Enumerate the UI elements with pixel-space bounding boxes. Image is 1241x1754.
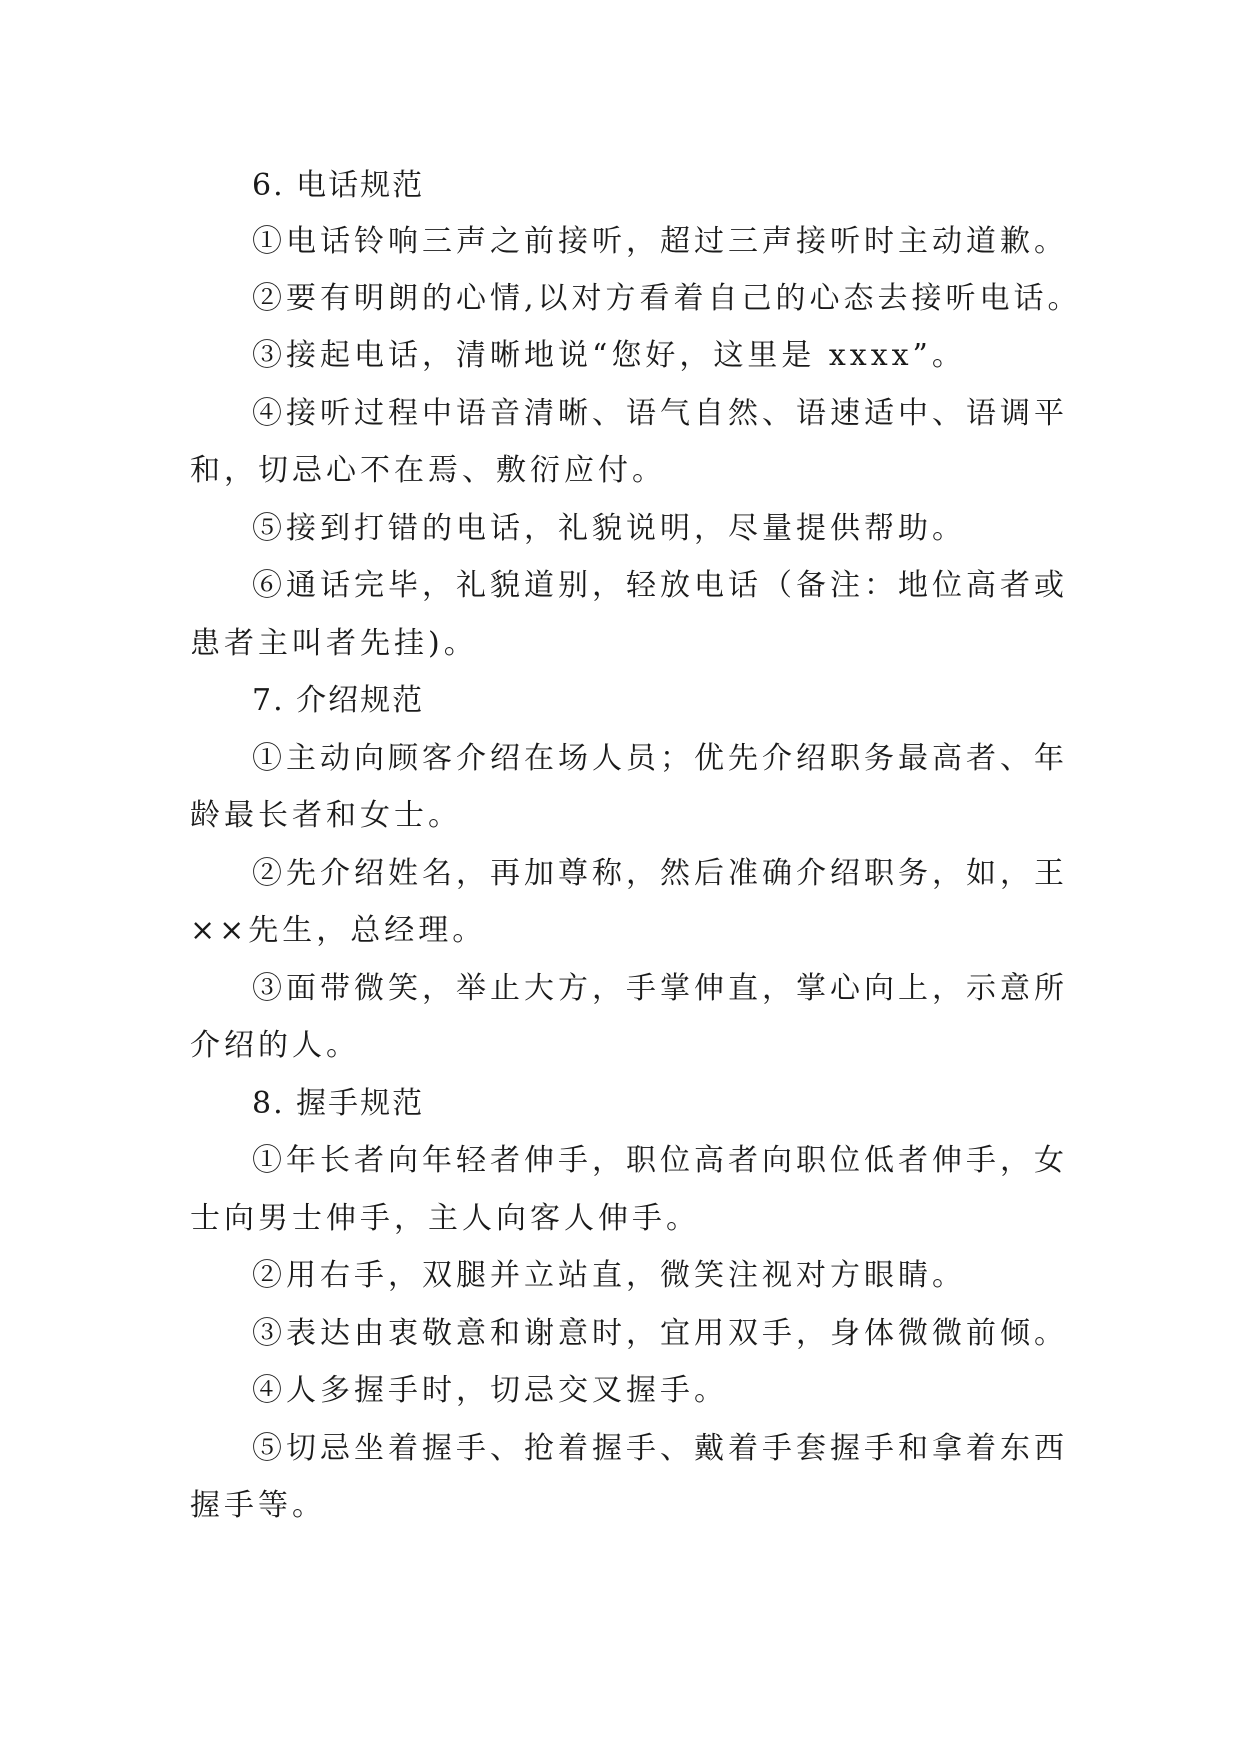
paragraph-line: 和，切忌心不在焉、敷衍应付。 <box>190 453 666 488</box>
paragraph-line: ①电话铃响三声之前接听，超过三声接听时主动道歉。 <box>252 224 1068 259</box>
paragraph-line: 患者主叫者先挂)。 <box>190 626 478 661</box>
paragraph-line: ④接听过程中语音清晰、语气自然、语速适中、语调平 <box>252 396 1068 431</box>
paragraph-line: ⑤切忌坐着握手、抢着握手、戴着手套握手和拿着东西 <box>252 1431 1068 1466</box>
section-heading: 8. 握手规范 <box>252 1086 425 1121</box>
paragraph-line: 握手等。 <box>190 1488 326 1523</box>
paragraph-line: ③面带微笑，举止大方，手掌伸直，掌心向上，示意所 <box>252 971 1068 1006</box>
paragraph-line: ②先介绍姓名，再加尊称，然后准确介绍职务，如，王 <box>252 856 1068 891</box>
paragraph-line: ④人多握手时，切忌交叉握手。 <box>252 1373 728 1408</box>
paragraph-line: ①主动向顾客介绍在场人员；优先介绍职务最高者、年 <box>252 741 1068 776</box>
paragraph-line: ①年长者向年轻者伸手，职位高者向职位低者伸手，女 <box>252 1143 1068 1178</box>
paragraph-line: ③接起电话，清晰地说“您好，这里是 xxxx”。 <box>252 338 966 373</box>
paragraph-line: 士向男士伸手，主人向客人伸手。 <box>190 1201 700 1236</box>
paragraph-line: ⑥通话完毕，礼貌道别，轻放电话（备注：地位高者或 <box>252 568 1068 603</box>
paragraph-line: ③表达由衷敬意和谢意时，宜用双手，身体微微前倾。 <box>252 1316 1068 1351</box>
paragraph-line: ××先生，总经理。 <box>190 913 487 948</box>
paragraph-line: ⑤接到打错的电话，礼貌说明，尽量提供帮助。 <box>252 511 966 546</box>
section-heading: 6. 电话规范 <box>252 168 425 203</box>
paragraph-line: 介绍的人。 <box>190 1028 360 1063</box>
paragraph-line: ②要有明朗的心情,以对方看着自己的心态去接听电话。 <box>252 281 1082 316</box>
section-heading: 7. 介绍规范 <box>252 683 425 718</box>
paragraph-line: 龄最长者和女士。 <box>190 798 462 833</box>
paragraph-line: ②用右手，双腿并立站直，微笑注视对方眼睛。 <box>252 1258 966 1293</box>
